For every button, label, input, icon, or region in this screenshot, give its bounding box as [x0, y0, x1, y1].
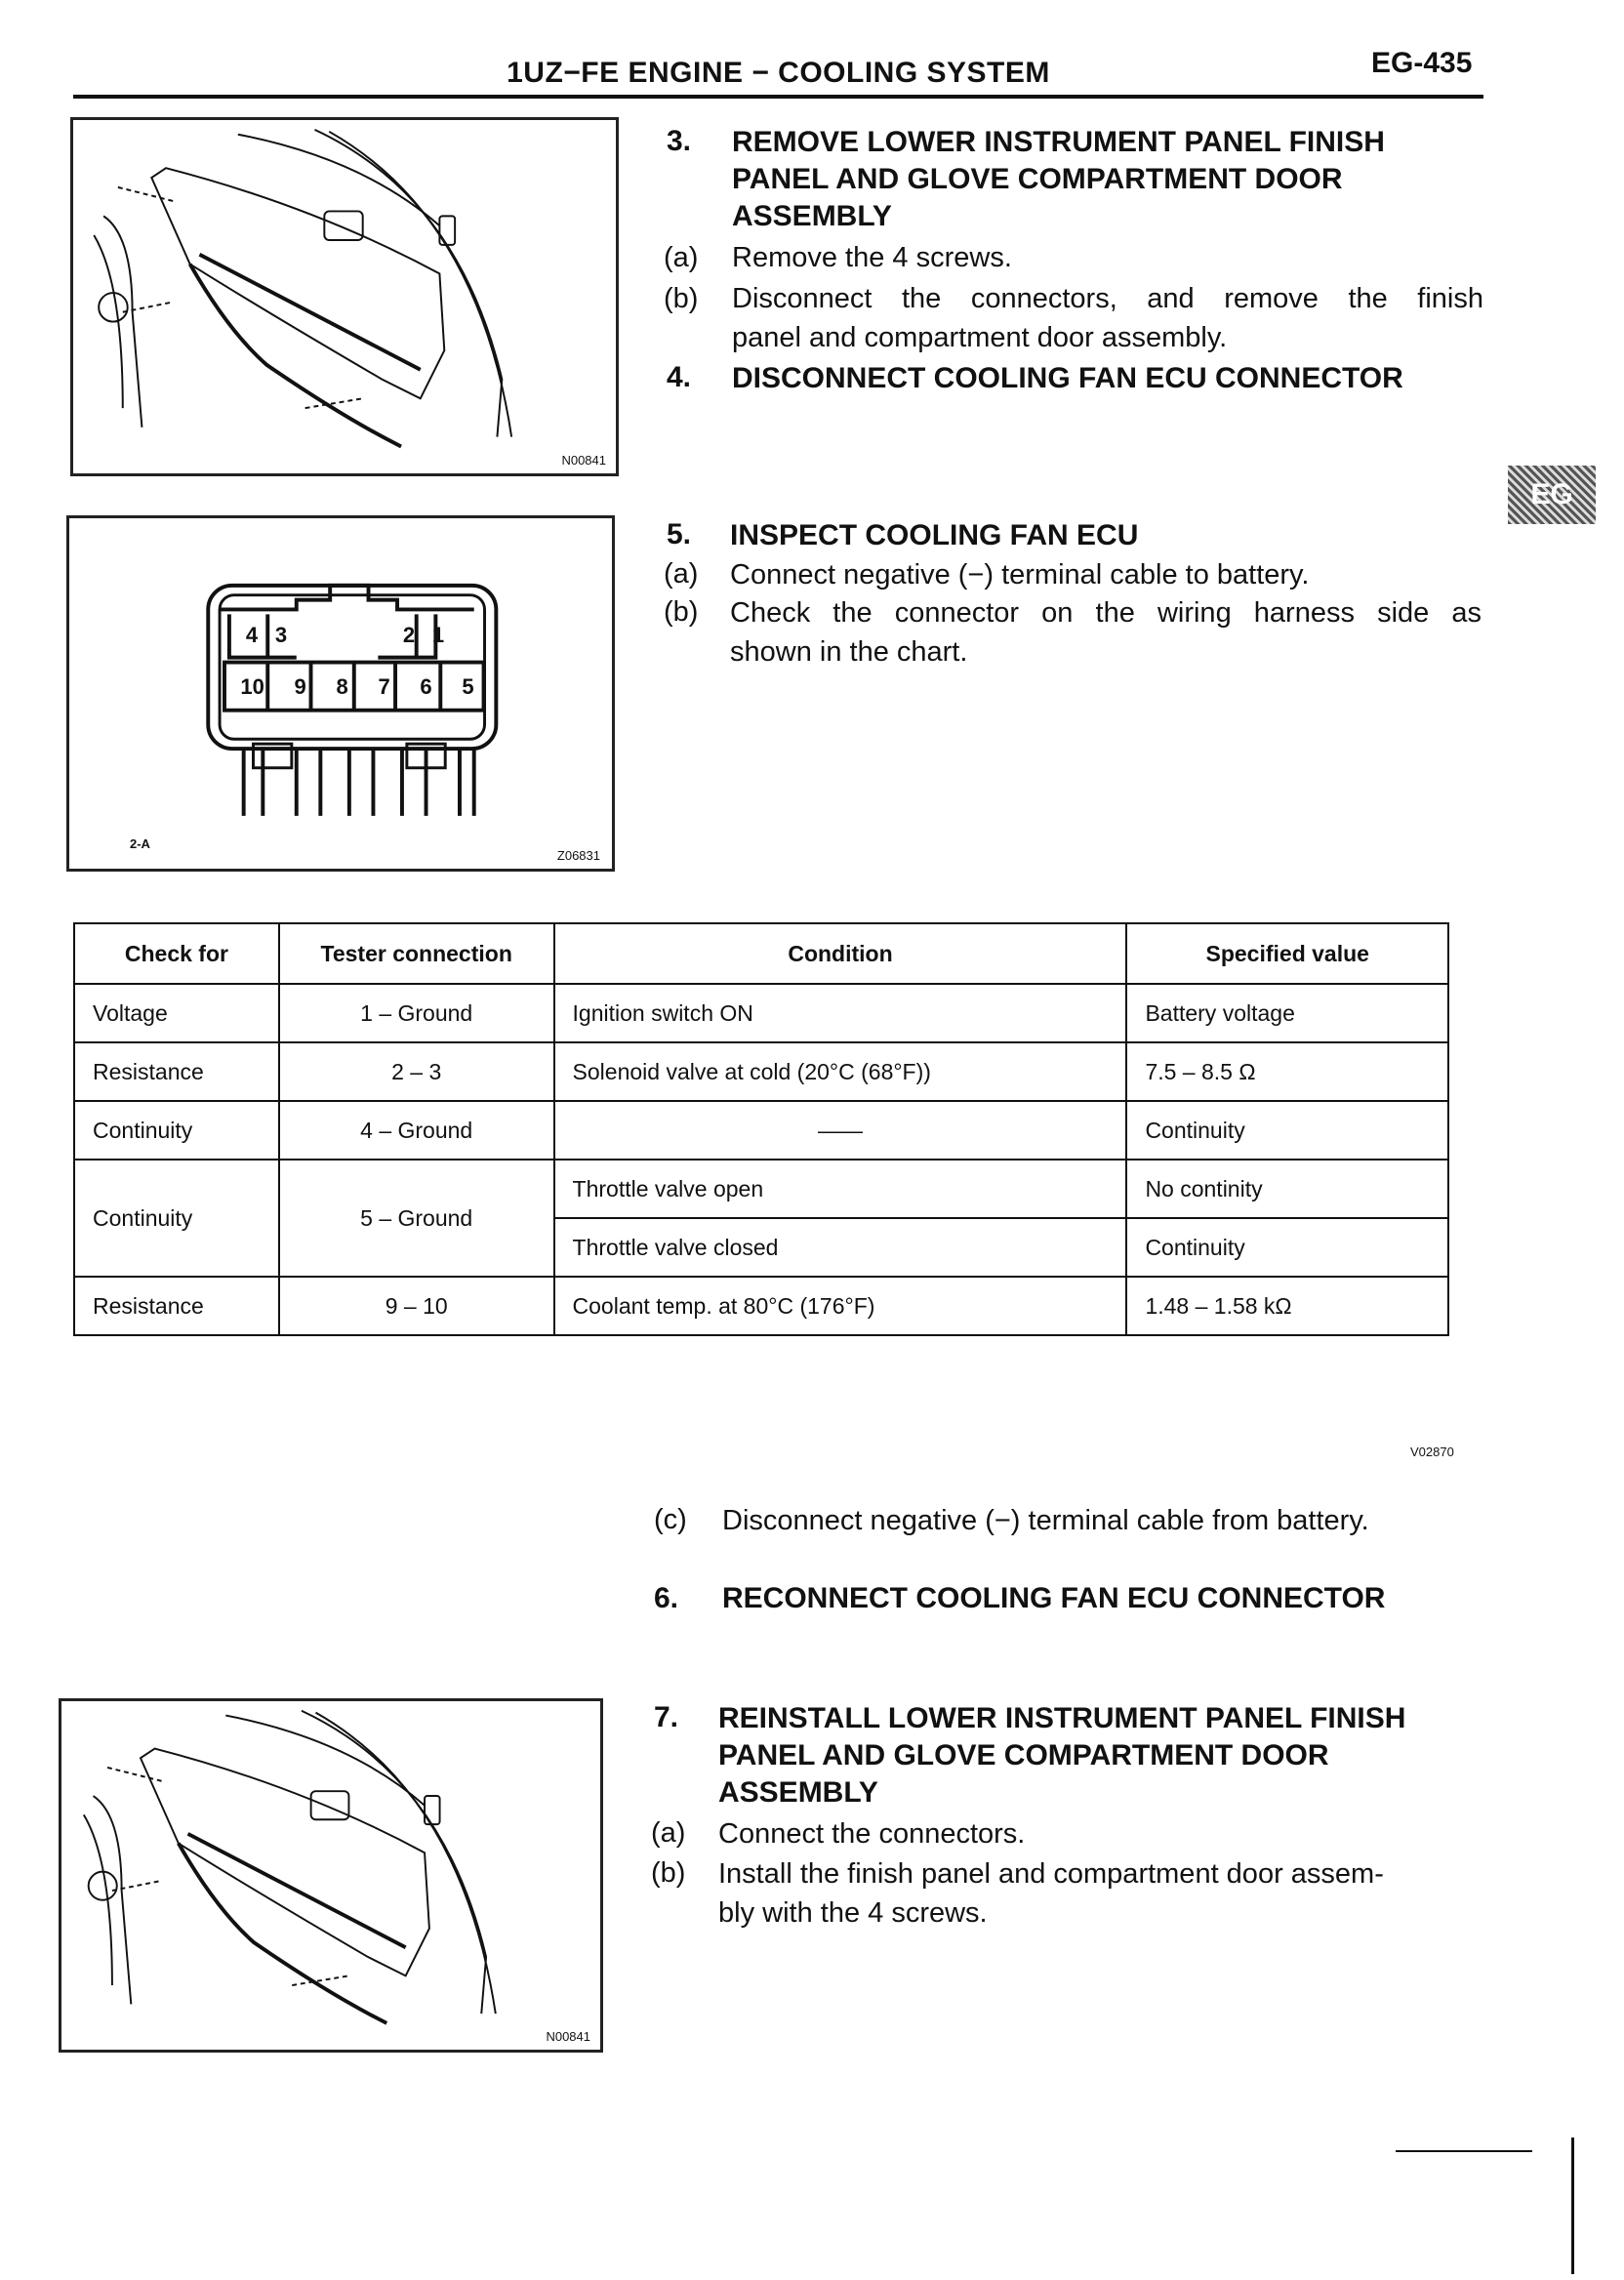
step-7-heading	[718, 1700, 1405, 1812]
substep-label: (b)	[651, 1857, 686, 1889]
cell-value: 1.48 – 1.58 kΩ	[1126, 1277, 1448, 1335]
cell-check: Continuity	[74, 1101, 279, 1160]
cell-value: No continity	[1126, 1160, 1448, 1218]
column-header: Condition	[554, 923, 1127, 984]
cell-value: Continuity	[1126, 1218, 1448, 1277]
page-number: EG-435	[1371, 47, 1473, 79]
pin-label: 6	[420, 674, 432, 699]
pin-label: 10	[240, 674, 264, 699]
substep-text: bly with the 4 screws.	[718, 1897, 988, 1929]
pin-label: 9	[294, 674, 306, 699]
substep-text: Disconnect negative (−) terminal cable from battery.	[722, 1505, 1369, 1536]
cell-value: 7.5 – 8.5 Ω	[1126, 1042, 1448, 1101]
step-number: 6.	[654, 1582, 679, 1614]
pin-label: 5	[462, 674, 474, 699]
step-5-heading: INSPECT COOLING FAN ECU	[730, 519, 1139, 551]
substep-text: Connect negative (−) terminal cable to battery.	[730, 559, 1310, 590]
substep-label: (b)	[664, 283, 699, 314]
substep-text: Install the finish panel and compartment door assem-	[718, 1858, 1384, 1890]
step-6-heading: RECONNECT COOLING FAN ECU CONNECTOR	[722, 1582, 1386, 1614]
cell-condition: Coolant temp. at 80°C (176°F)	[554, 1277, 1127, 1335]
pin-label: 1	[431, 623, 445, 647]
cell-connection: 4 – Ground	[279, 1101, 554, 1160]
column-header: Check for	[74, 923, 279, 984]
step-number: 5.	[667, 518, 692, 550]
substep-text: Check the connector on the wiring harness side as	[730, 597, 1482, 629]
substep-text: Connect the connectors.	[718, 1818, 1026, 1850]
cell-check: Continuity	[74, 1160, 279, 1277]
heading-line: PANEL AND GLOVE COMPARTMENT DOOR	[718, 1739, 1329, 1771]
substep-text: Remove the 4 screws.	[732, 242, 1012, 273]
cell-connection: 2 – 3	[279, 1042, 554, 1101]
page-edge-mark	[1396, 2150, 1532, 2152]
table-row	[74, 984, 1448, 1042]
figure-id: N00841	[546, 2029, 590, 2044]
step-number: 7.	[654, 1701, 679, 1733]
substep-label: (b)	[664, 596, 699, 628]
cell-check: Resistance	[74, 1277, 279, 1335]
figure-id: V02870	[1410, 1445, 1454, 1459]
cell-connection: 1 – Ground	[279, 984, 554, 1042]
cell-value: Continuity	[1126, 1101, 1448, 1160]
step-4-heading: DISCONNECT COOLING FAN ECU CONNECTOR	[732, 362, 1403, 394]
cell-condition: ——	[554, 1101, 1127, 1160]
step-number: 4.	[667, 361, 692, 393]
cell-condition: Solenoid valve at cold (20°C (68°F))	[554, 1042, 1127, 1101]
substep-text: panel and compartment door assembly.	[732, 322, 1228, 353]
heading-line: REINSTALL LOWER INSTRUMENT PANEL FINISH	[718, 1702, 1406, 1734]
pin-label: 2	[402, 623, 416, 647]
heading-line: ASSEMBLY	[732, 200, 892, 232]
column-header: Tester connection	[279, 923, 554, 984]
heading-line: REMOVE LOWER INSTRUMENT PANEL FINISH	[732, 126, 1385, 158]
table-row	[74, 1101, 1448, 1160]
inspection-table	[73, 922, 1449, 1336]
cell-condition: Throttle valve open	[554, 1160, 1127, 1218]
heading-line: PANEL AND GLOVE COMPARTMENT DOOR	[732, 163, 1343, 195]
substep-label: (a)	[664, 242, 699, 273]
figure-id: N00841	[561, 453, 606, 468]
substep-text: Disconnect the connectors, and remove the finish	[732, 283, 1483, 314]
figure-id: Z06831	[556, 848, 600, 863]
pin-label: 7	[378, 674, 390, 699]
cell-check: Voltage	[74, 984, 279, 1042]
glove-box-install-figure	[59, 1698, 603, 2053]
connector-diagram	[66, 515, 615, 872]
substep-label: (c)	[654, 1504, 687, 1535]
cell-connection: 5 – Ground	[279, 1160, 554, 1277]
cell-check: Resistance	[74, 1042, 279, 1101]
heading-line: ASSEMBLY	[718, 1776, 878, 1809]
table-row	[74, 1277, 1448, 1335]
step-number: 3.	[667, 125, 692, 157]
step-3-heading	[732, 124, 1385, 235]
table-row	[74, 1042, 1448, 1101]
cell-condition: Throttle valve closed	[554, 1218, 1127, 1277]
glove-box-removal-figure	[70, 117, 619, 476]
substep-text: shown in the chart.	[730, 636, 968, 668]
section-tab: EG	[1508, 466, 1596, 524]
page-edge-mark	[1571, 2138, 1574, 2274]
cell-connection: 9 – 10	[279, 1277, 554, 1335]
cell-value: Battery voltage	[1126, 984, 1448, 1042]
cell-condition: Ignition switch ON	[554, 984, 1127, 1042]
table-row	[74, 1160, 1448, 1218]
figure-label: 2-A	[130, 836, 150, 851]
pin-label: 8	[336, 674, 348, 699]
column-header: Specified value	[1126, 923, 1448, 984]
substep-label: (a)	[651, 1817, 686, 1849]
substep-label: (a)	[664, 558, 699, 590]
page-header-title: 1UZ−FE ENGINE − COOLING SYSTEM	[507, 57, 1050, 89]
pin-label: 4	[245, 623, 259, 647]
header-rule	[73, 95, 1483, 99]
pin-label: 3	[274, 623, 288, 647]
